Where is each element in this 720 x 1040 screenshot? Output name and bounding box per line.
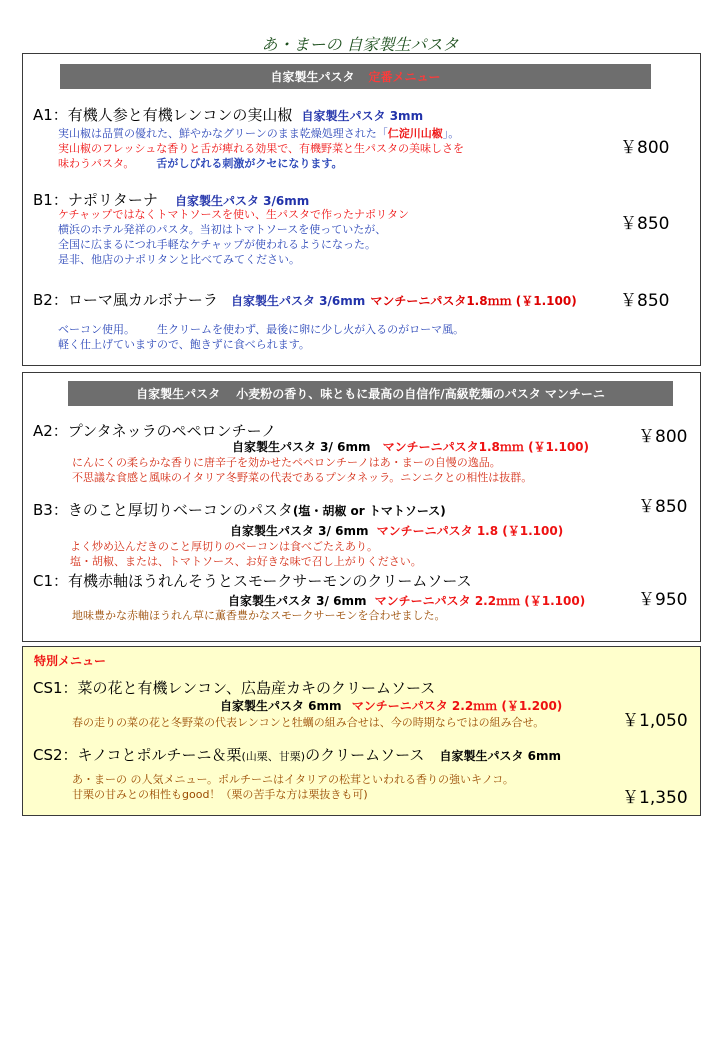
item-description	[70, 539, 422, 569]
item-pasta-options	[220, 697, 562, 714]
item-price: ￥1,050	[622, 711, 688, 731]
item-pasta-type: 自家製生パスタ 3/6mm	[174, 194, 310, 208]
item-pasta-type: 自家製生パスタ 6mm	[439, 749, 561, 763]
desc-line: 」。	[442, 127, 460, 140]
menu-item-a2: A2：プンタネッラのペペロンチーノ	[33, 422, 277, 440]
item-pasta-type: 自家製生パスタ 3mm	[301, 109, 424, 123]
item-name: B2：ローマ風カルボナーラ	[33, 291, 218, 309]
item-name-note: (山栗、甘栗)	[241, 750, 306, 763]
item-description	[72, 455, 532, 485]
desc-highlight: 仁淀川山椒	[387, 127, 443, 140]
item-manchini-option: マンチーニパスタ1.8ｍｍ (￥1.100)	[382, 440, 590, 454]
item-pasta-type: 自家製生パスタ 3/6mm	[230, 294, 366, 308]
item-price: ￥800	[638, 427, 688, 447]
desc-line: ケチャップではなくトマトソースを使い、生パスタで作ったナポリタン	[58, 208, 410, 221]
item-pasta-type: 自家製生パスタ 6mm	[220, 699, 342, 713]
item-price: ￥1,350	[622, 788, 688, 808]
desc-line: あ・まーの の人気メニュー。ポルチーニはイタリアの松茸といわれる香りの強いキノコ。	[72, 773, 514, 786]
special-menu-header: 特別メニュー	[34, 654, 107, 668]
desc-line: 塩・胡椒、または、トマトソース、お好きな味で召し上がりください。	[70, 555, 422, 568]
manchini-header	[68, 381, 673, 406]
desc-line: 実山椒は品質の優れた、鮮やかなグリーンのまま乾燥処理された「	[58, 127, 388, 140]
item-description	[58, 322, 464, 352]
item-description	[72, 608, 446, 623]
item-description	[58, 207, 409, 267]
desc-line: 是非、他店のナポリタンと比べてみてください。	[58, 253, 300, 266]
item-manchini-option: マンチーニパスタ 2.2ｍｍ (￥1.100)	[374, 594, 586, 608]
desc-line: よく炒め込んだきのこと厚切りのベーコンは食べごたえあり。	[70, 540, 378, 553]
desc-line: 味わうパスタ。	[58, 157, 135, 170]
item-manchini-option: マンチーニパスタ 2.2ｍｍ (￥1.200)	[351, 699, 563, 713]
item-manchini-option: マンチーニパスタ1.8ｍｍ (￥1.100)	[370, 294, 577, 308]
item-price: ￥950	[638, 590, 688, 610]
item-name: A1：有機人参と有機レンコンの実山椒	[33, 106, 293, 124]
desc-line: 実山椒のフレッシュな香りと舌が痺れる効果で、有機野菜と生パスタの美味しさを	[58, 142, 465, 155]
item-pasta-options	[230, 522, 563, 539]
desc-line: ベーコン使用。	[58, 323, 135, 336]
menu-item-cs2	[33, 744, 561, 765]
item-description	[72, 772, 514, 802]
item-name: B1：ナポリターナ	[33, 191, 158, 209]
menu-item-cs1: CS1：菜の花と有機レンコン、広島産カキのクリームソース	[33, 679, 436, 697]
desc-line: 地味豊かな赤軸ほうれん草に薫香豊かなスモークサーモンを合わせました。	[72, 609, 446, 622]
menu-item-a1	[33, 104, 423, 125]
item-manchini-option: マンチーニパスタ 1.8 (￥1.100)	[376, 524, 564, 538]
item-pasta-options	[228, 592, 585, 609]
item-price: ￥800	[620, 138, 670, 158]
item-description	[72, 715, 544, 730]
desc-line: 全国に広まるにつれ手軽なケチャップが使われるようになった。	[58, 238, 377, 251]
menu-item-b3	[33, 499, 446, 520]
item-pasta-type: 自家製生パスタ 3/ 6mm	[228, 594, 367, 608]
item-pasta-type: 自家製生パスタ 3/ 6mm	[230, 524, 369, 538]
item-name: B3：きのこと厚切りベーコンのパスタ	[33, 501, 293, 519]
item-name: CS2：キノコとポルチーニ＆栗	[33, 746, 242, 764]
desc-line: 軽く仕上げていますので、飽きずに食べられます。	[58, 338, 310, 351]
desc-line: にんにくの柔らかな香りに唐辛子を効かせたペペロンチーノはあ・まーの自慢の逸品。	[72, 456, 501, 469]
item-name: のクリームソース	[305, 746, 425, 764]
desc-line: 春の走りの菜の花と冬野菜の代表レンコンと牡蠣の組み合せは、今の時期ならではの組み合せ。	[72, 716, 545, 729]
desc-line: 甘栗の甘みとの相性もgood！（栗の苦手な方は栗抜きも可)	[72, 788, 368, 801]
item-name-note: (塩・胡椒 or トマトソース)	[292, 504, 446, 518]
item-pasta-type: 自家製生パスタ 3/ 6mm	[232, 440, 371, 454]
header-standard-label: 定番メニュー	[368, 70, 441, 84]
header-pasta-label: 自家製生パスタ	[270, 70, 355, 84]
item-price: ￥850	[638, 497, 688, 517]
manchini-header-label: 自家製生パスタ 小麦粉の香り、味ともに最高の自信作/高級乾麺のパスタ マンチーニ	[136, 387, 605, 401]
desc-line: 不思議な食感と風味のイタリア冬野菜の代表であるプンタネッラ。ニンニクとの相性は抜群。	[72, 471, 533, 484]
desc-highlight: 舌がしびれる刺激がクセになります。	[156, 157, 343, 170]
desc-line: 横浜のホテル発祥のパスタ。当初はトマトソースを使っていたが、	[58, 223, 387, 236]
menu-item-c1: C1：有機赤軸ほうれんそうとスモークサーモンのクリームソース	[33, 572, 472, 590]
menu-item-b2	[33, 289, 577, 310]
desc-line: 生クリームを使わず、最後に卵に少し火が入るのがローマ風。	[157, 323, 465, 336]
item-pasta-options	[232, 438, 589, 455]
page-title: あ・まーの 自家製生パスタ	[261, 35, 459, 54]
item-price: ￥850	[620, 291, 670, 311]
item-description	[58, 126, 464, 171]
standard-menu-header	[60, 64, 651, 89]
item-price: ￥850	[620, 214, 670, 234]
